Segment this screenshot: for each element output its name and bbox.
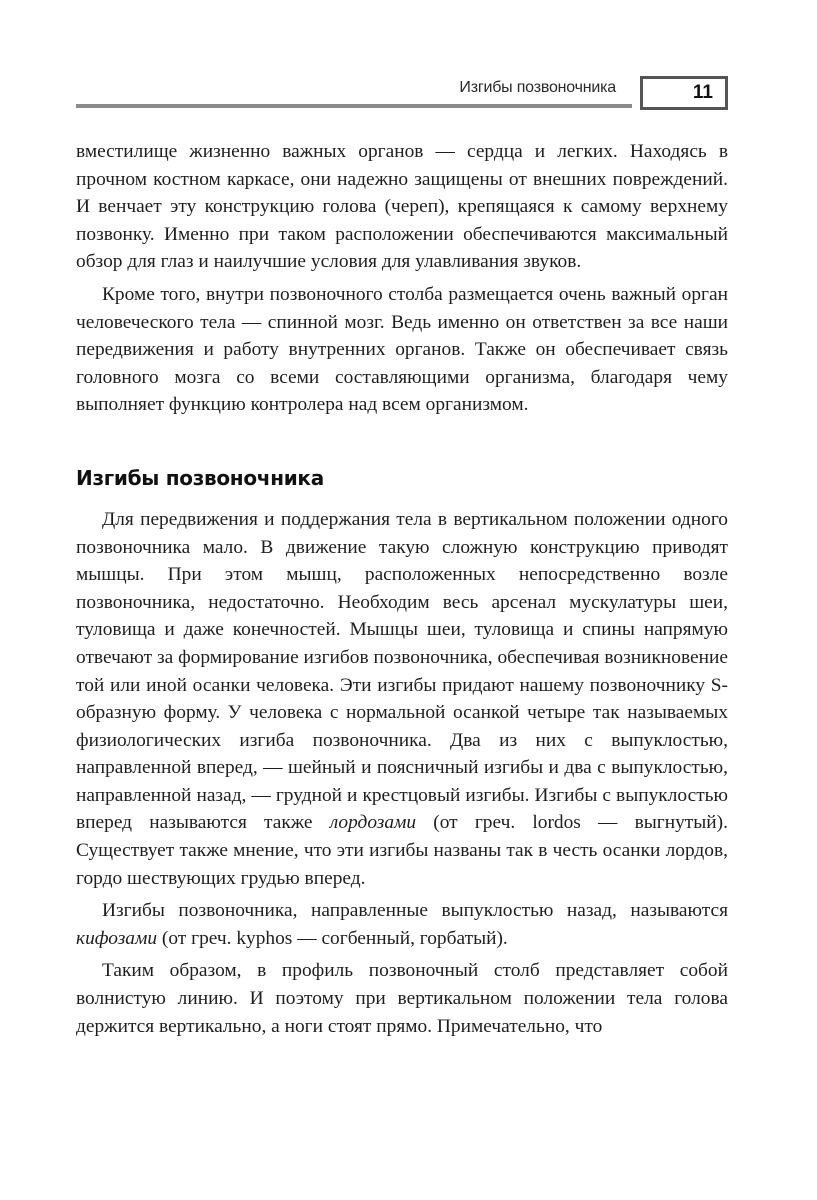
page-body (76, 138, 728, 1040)
header-rule (76, 104, 632, 108)
paragraph-text: Изгибы позвоночника, направленные выпуклостью назад, называются (102, 900, 728, 922)
paragraph: Кроме того, внутри позвоночного столба размещается очень важный орган человеческого тела — спинной мозг. Ведь именно он ответствен за все наши передвижения и работу внутренних органов. Также он обеспечивает связь головного мозга со всеми составляющими организма, благодаря чему выполняет функцию контролера над всем организмом. (76, 283, 728, 416)
page-number: 11 (640, 76, 728, 110)
running-header-title: Изгибы позвоночника (459, 79, 616, 96)
paragraph-text: (от греч. lordos — выгнутый). Существует также мнение, что эти изгибы названы так в честь осанки лордов, гордо шествующих грудью вперед. (76, 812, 728, 889)
paragraph (76, 506, 728, 892)
section-heading: Изгибы позвоночника (76, 465, 324, 490)
paragraph: Таким образом, в профиль позвоночный столб представляет собой волнистую линию. И поэтому при вертикальном положении тела голова держится вертикально, а ноги стоят прямо. Примечательно, что (76, 960, 728, 1037)
paragraph: вместилище жизненно важных органов — сердца и легких. Находясь в прочном костном каркасе, они надежно защищены от внешних повреждений. И венчает эту конструкцию голова (череп), крепящаяся к самому верхнему позвонку. Именно при таком расположении обеспечиваются максимальный обзор для глаз и наилучшие условия для улавливания звуков. (76, 141, 728, 273)
paragraph-text: (от греч. kyphos — согбенный, горбатый). (157, 927, 508, 949)
running-header (76, 76, 728, 114)
paragraph (76, 897, 728, 952)
term-lordosis: лордозами (329, 812, 417, 834)
term-kyphosis: кифозами (76, 927, 158, 949)
paragraph-text: Для передвижения и поддержания тела в вертикальном положении одного позвоночника мало. В движение такую сложную конструкцию приводят мышцы. При этом мышц, расположенных непосредственно возле позвоночника, недостаточно. Необходим весь арсенал мускулатуры шеи, туловища и даже конечностей. Мышцы шеи, туловища и спины напрямую отвечают за формирование изгибов позвоночника, обеспечивая возникновение той или иной осанки человека. Эти изгибы придают нашему позвоночнику S-образную форму. У человека с нормальной осанкой четыре так называемых физиологических изгиба позвоночника. Два из них с выпуклостью, направленной вперед, — шейный и поясничный изгибы и два с выпуклостью, направленной назад, — грудной и крестцовый изгибы. Изгибы с выпуклостью вперед называются также (76, 508, 728, 834)
